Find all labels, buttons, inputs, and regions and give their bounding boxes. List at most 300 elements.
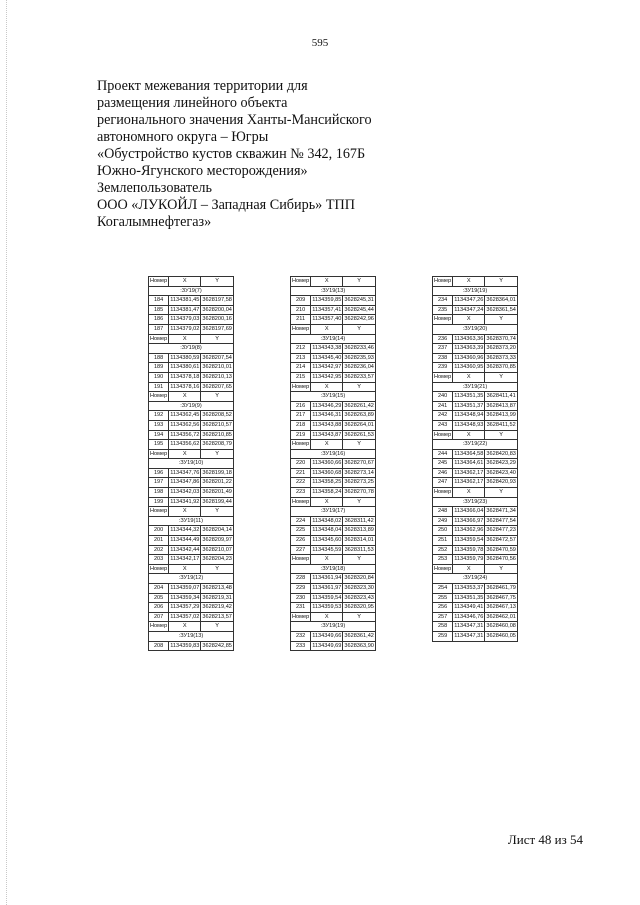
point-number-cell: 217 [291,411,311,421]
parcel-section-label: :ЗУ19(8) [149,344,234,354]
point-number-cell: 242 [433,411,453,421]
point-number-cell: 210 [291,305,311,315]
parcel-section-label: :ЗУ19(14) [291,334,376,344]
header-y-cell: Y [201,334,234,344]
parcel-section-row [433,497,518,507]
y-coordinate-cell: 3628472,57 [485,536,518,546]
table-row [433,334,518,344]
x-coordinate-cell: 1134359,83 [169,641,201,651]
header-x-cell: X [311,277,343,287]
parcel-section-row [291,622,376,632]
y-coordinate-cell: 3628213,48 [201,584,234,594]
x-coordinate-cell: 1134342,17 [169,555,201,565]
parcel-section-row [291,449,376,459]
y-coordinate-cell: 3628242,96 [343,315,376,325]
point-number-cell: 254 [433,584,453,594]
y-coordinate-cell: 3628204,23 [201,555,234,565]
table-row [433,555,518,565]
point-number-cell: 259 [433,631,453,641]
table-row [291,459,376,469]
x-coordinate-cell: 1134364,58 [453,449,485,459]
header-number-cell: Номер [291,382,311,392]
x-coordinate-cell: 1134345,40 [311,353,343,363]
parcel-section-row [149,516,234,526]
table-row [149,372,234,382]
x-coordinate-cell: 1134342,03 [169,488,201,498]
point-number-cell: 208 [149,641,169,651]
parcel-section-row [433,324,518,334]
table-row [149,497,234,507]
table-header-row [291,277,376,287]
point-number-cell: 234 [433,296,453,306]
y-coordinate-cell: 3628233,57 [343,372,376,382]
table-row [433,392,518,402]
y-coordinate-cell: 3628370,74 [485,334,518,344]
point-number-cell: 186 [149,315,169,325]
table-row [149,478,234,488]
y-coordinate-cell: 3628467,75 [485,593,518,603]
y-coordinate-cell: 3628273,25 [343,478,376,488]
x-coordinate-cell: 1134357,02 [169,612,201,622]
table-header-row [149,392,234,402]
parcel-section-label: :ЗУ19(23) [433,497,518,507]
y-coordinate-cell: 3628314,01 [343,536,376,546]
parcel-section-row [433,440,518,450]
x-coordinate-cell: 1134360,66 [311,459,343,469]
y-coordinate-cell: 3628423,40 [485,468,518,478]
y-coordinate-cell: 3628460,05 [485,631,518,641]
x-coordinate-cell: 1134378,18 [169,372,201,382]
x-coordinate-cell: 1134341,92 [169,497,201,507]
x-coordinate-cell: 1134356,62 [169,440,201,450]
y-coordinate-cell: 3628313,89 [343,526,376,536]
table-header-row [433,315,518,325]
point-number-cell: 194 [149,430,169,440]
table-row [433,507,518,517]
x-coordinate-cell: 1134364,61 [453,459,485,469]
header-x-cell: X [169,622,201,632]
x-coordinate-cell: 1134359,07 [169,584,201,594]
point-number-cell: 190 [149,372,169,382]
y-coordinate-cell: 3628323,30 [343,584,376,594]
parcel-section-label: :ЗУ19(13) [149,631,234,641]
y-coordinate-cell: 3628411,41 [485,392,518,402]
point-number-cell: 188 [149,353,169,363]
x-coordinate-cell: 1134358,24 [311,488,343,498]
y-coordinate-cell: 3628420,93 [485,478,518,488]
coordinate-table [432,276,518,642]
point-number-cell: 198 [149,488,169,498]
point-number-cell: 184 [149,296,169,306]
point-number-cell: 199 [149,497,169,507]
header-number-cell: Номер [291,440,311,450]
table-row [433,353,518,363]
table-header-row [291,382,376,392]
x-coordinate-cell: 1134379,03 [169,315,201,325]
parcel-section-label: :ЗУ19(20) [433,324,518,334]
y-coordinate-cell: 3628470,59 [485,545,518,555]
table-header-row [291,612,376,622]
point-number-cell: 209 [291,296,311,306]
point-number-cell: 204 [149,584,169,594]
point-number-cell: 196 [149,468,169,478]
header-number-cell: Номер [291,277,311,287]
header-x-cell: X [311,497,343,507]
header-y-cell: Y [485,488,518,498]
table-header-row [149,449,234,459]
x-coordinate-cell: 1134381,47 [169,305,201,315]
header-x-cell: X [311,612,343,622]
table-header-row [433,372,518,382]
x-coordinate-cell: 1134362,17 [453,478,485,488]
x-coordinate-cell: 1134347,24 [453,305,485,315]
table-row [291,593,376,603]
table-row [149,526,234,536]
header-x-cell: X [169,277,201,287]
table-row [433,411,518,421]
point-number-cell: 251 [433,536,453,546]
x-coordinate-cell: 1134380,61 [169,363,201,373]
x-coordinate-cell: 1134347,86 [169,478,201,488]
sheet-counter: Лист 48 из 54 [507,832,583,847]
y-coordinate-cell: 3628199,18 [201,468,234,478]
x-coordinate-cell: 1134351,37 [453,401,485,411]
parcel-section-label: :ЗУ19(18) [291,564,376,574]
y-coordinate-cell: 3628264,01 [343,420,376,430]
point-number-cell: 256 [433,603,453,613]
table-header-row [291,440,376,450]
header-y-cell: Y [485,372,518,382]
x-coordinate-cell: 1134346,76 [453,612,485,622]
y-coordinate-cell: 3628245,44 [343,305,376,315]
y-coordinate-cell: 3628460,08 [485,622,518,632]
point-number-cell: 185 [149,305,169,315]
table-row [291,401,376,411]
table-header-row [433,430,518,440]
header-x-cell: X [453,372,485,382]
table-header-row [291,497,376,507]
point-number-cell: 235 [433,305,453,315]
table-row [149,555,234,565]
table-row [149,440,234,450]
parcel-section-row [291,564,376,574]
y-coordinate-cell: 3628210,13 [201,372,234,382]
header-x-cell: X [169,449,201,459]
table-row [433,344,518,354]
table-header-row [291,555,376,565]
parcel-section-row [291,334,376,344]
point-number-cell: 228 [291,574,311,584]
x-coordinate-cell: 1134342,97 [311,363,343,373]
x-coordinate-cell: 1134359,79 [453,555,485,565]
point-number-cell: 233 [291,641,311,651]
y-coordinate-cell: 3628197,69 [201,324,234,334]
table-row [149,488,234,498]
y-coordinate-cell: 3628462,01 [485,612,518,622]
x-coordinate-cell: 1134348,04 [311,526,343,536]
point-number-cell: 226 [291,536,311,546]
point-number-cell: 237 [433,344,453,354]
point-number-cell: 253 [433,555,453,565]
x-coordinate-cell: 1134360,96 [453,353,485,363]
point-number-cell: 236 [433,334,453,344]
x-coordinate-cell: 1134363,36 [453,334,485,344]
y-coordinate-cell: 3628245,31 [343,296,376,306]
table-row [291,584,376,594]
table-row [433,584,518,594]
table-row [149,545,234,555]
page-edge-line [6,0,8,905]
y-coordinate-cell: 3628207,54 [201,353,234,363]
parcel-section-label: :ЗУ19(21) [433,382,518,392]
table-row [291,536,376,546]
title-line: размещения линейного объекта [97,95,288,111]
y-coordinate-cell: 3628364,01 [485,296,518,306]
table-row [433,420,518,430]
point-number-cell: 215 [291,372,311,382]
header-x-cell: X [311,324,343,334]
point-number-cell: 224 [291,516,311,526]
table-row [433,516,518,526]
y-coordinate-cell: 3628261,53 [343,430,376,440]
header-y-cell: Y [343,497,376,507]
parcel-section-row [149,631,234,641]
header-number-cell: Номер [433,564,453,574]
y-coordinate-cell: 3628261,42 [343,401,376,411]
table-row [433,363,518,373]
point-number-cell: 247 [433,478,453,488]
point-number-cell: 192 [149,411,169,421]
parcel-section-row [291,392,376,402]
x-coordinate-cell: 1134359,53 [311,603,343,613]
document-title [97,78,457,231]
header-number-cell: Номер [149,622,169,632]
point-number-cell: 238 [433,353,453,363]
header-number-cell: Номер [149,564,169,574]
coordinate-table [148,276,234,651]
table-row [149,641,234,651]
y-coordinate-cell: 3628242,85 [201,641,234,651]
title-line: «Обустройство кустов скважин № 342, 167Б [97,146,366,162]
table-row [433,622,518,632]
header-x-cell: X [453,277,485,287]
table-row [291,372,376,382]
y-coordinate-cell: 3628471,34 [485,507,518,517]
x-coordinate-cell: 1134343,87 [311,430,343,440]
y-coordinate-cell: 3628323,43 [343,593,376,603]
point-number-cell: 225 [291,526,311,536]
x-coordinate-cell: 1134361,97 [311,584,343,594]
y-coordinate-cell: 3628210,85 [201,430,234,440]
x-coordinate-cell: 1134343,88 [311,420,343,430]
point-number-cell: 193 [149,420,169,430]
table-row [149,420,234,430]
point-number-cell: 257 [433,612,453,622]
header-number-cell: Номер [291,555,311,565]
x-coordinate-cell: 1134362,96 [453,526,485,536]
coordinate-table-column-3 [432,276,518,642]
header-x-cell: X [169,507,201,517]
y-coordinate-cell: 3628209,97 [201,536,234,546]
y-coordinate-cell: 3628219,42 [201,603,234,613]
table-row [433,449,518,459]
y-coordinate-cell: 3628270,67 [343,459,376,469]
x-coordinate-cell: 1134346,29 [311,401,343,411]
x-coordinate-cell: 1134357,40 [311,315,343,325]
table-row [149,296,234,306]
x-coordinate-cell: 1134358,25 [311,478,343,488]
point-number-cell: 250 [433,526,453,536]
table-row [291,353,376,363]
header-number-cell: Номер [291,324,311,334]
y-coordinate-cell: 3628207,65 [201,382,234,392]
x-coordinate-cell: 1134362,56 [169,420,201,430]
table-header-row [433,277,518,287]
table-row [149,305,234,315]
parcel-section-label: :ЗУ19(24) [433,574,518,584]
x-coordinate-cell: 1134359,85 [311,296,343,306]
parcel-section-row [433,286,518,296]
table-row [149,584,234,594]
x-coordinate-cell: 1134362,45 [169,411,201,421]
y-coordinate-cell: 3628210,07 [201,545,234,555]
y-coordinate-cell: 3628210,01 [201,363,234,373]
x-coordinate-cell: 1134349,69 [311,641,343,651]
parcel-section-label: :ЗУ19(17) [291,507,376,517]
parcel-section-label: :ЗУ19(19) [291,622,376,632]
table-row [149,411,234,421]
parcel-section-row [149,344,234,354]
point-number-cell: 249 [433,516,453,526]
y-coordinate-cell: 3628373,33 [485,353,518,363]
point-number-cell: 248 [433,507,453,517]
parcel-section-label: :ЗУ19(12) [149,574,234,584]
header-x-cell: X [169,334,201,344]
table-row [433,459,518,469]
title-line: Проект межевания территории для [97,78,308,94]
table-row [149,315,234,325]
point-number-cell: 200 [149,526,169,536]
header-number-cell: Номер [433,315,453,325]
table-row [149,593,234,603]
point-number-cell: 244 [433,449,453,459]
table-row [149,603,234,613]
table-row [291,641,376,651]
point-number-cell: 227 [291,545,311,555]
y-coordinate-cell: 3628477,23 [485,526,518,536]
parcel-section-row [149,286,234,296]
y-coordinate-cell: 3628373,20 [485,344,518,354]
table-row [291,526,376,536]
x-coordinate-cell: 1134378,16 [169,382,201,392]
parcel-section-label: :ЗУ19(11) [149,516,234,526]
table-header-row [149,564,234,574]
table-row [149,353,234,363]
y-coordinate-cell: 3628411,52 [485,420,518,430]
x-coordinate-cell: 1134349,41 [453,603,485,613]
table-row [433,296,518,306]
point-number-cell: 232 [291,631,311,641]
point-number-cell: 205 [149,593,169,603]
table-row [433,478,518,488]
header-y-cell: Y [201,392,234,402]
y-coordinate-cell: 3628210,57 [201,420,234,430]
header-y-cell: Y [343,324,376,334]
x-coordinate-cell: 1134342,44 [169,545,201,555]
header-x-cell: X [169,392,201,402]
table-row [291,420,376,430]
header-x-cell: X [311,440,343,450]
y-coordinate-cell: 3628200,16 [201,315,234,325]
parcel-section-label: :ЗУ19(10) [149,459,234,469]
point-number-cell: 221 [291,468,311,478]
parcel-section-row [291,286,376,296]
y-coordinate-cell: 3628413,87 [485,401,518,411]
point-number-cell: 218 [291,420,311,430]
header-number-cell: Номер [149,392,169,402]
table-row [433,593,518,603]
parcel-section-label: :ЗУ19(15) [291,392,376,402]
table-row [291,545,376,555]
x-coordinate-cell: 1134356,72 [169,430,201,440]
parcel-section-row [291,507,376,517]
header-number-cell: Номер [291,497,311,507]
coordinate-table-column-2 [290,276,376,651]
table-row [291,430,376,440]
x-coordinate-cell: 1134360,68 [311,468,343,478]
table-row [291,603,376,613]
point-number-cell: 202 [149,545,169,555]
point-number-cell: 252 [433,545,453,555]
table-row [149,363,234,373]
parcel-section-row [149,574,234,584]
header-y-cell: Y [201,564,234,574]
x-coordinate-cell: 1134357,29 [169,603,201,613]
parcel-section-label: :ЗУ19(13) [291,286,376,296]
y-coordinate-cell: 3628320,95 [343,603,376,613]
table-row [149,324,234,334]
y-coordinate-cell: 3628361,42 [343,631,376,641]
y-coordinate-cell: 3628219,31 [201,593,234,603]
point-number-cell: 243 [433,420,453,430]
point-number-cell: 255 [433,593,453,603]
coordinate-table [290,276,376,651]
header-y-cell: Y [201,449,234,459]
header-y-cell: Y [343,555,376,565]
header-number-cell: Номер [149,277,169,287]
table-header-row [433,564,518,574]
x-coordinate-cell: 1134347,31 [453,622,485,632]
y-coordinate-cell: 3628423,29 [485,459,518,469]
y-coordinate-cell: 3628236,04 [343,363,376,373]
y-coordinate-cell: 3628270,78 [343,488,376,498]
x-coordinate-cell: 1134342,95 [311,372,343,382]
point-number-cell: 201 [149,536,169,546]
coordinate-table-column-1 [148,276,234,651]
x-coordinate-cell: 1134344,32 [169,526,201,536]
table-row [291,574,376,584]
table-header-row [149,507,234,517]
point-number-cell: 195 [149,440,169,450]
table-row [433,526,518,536]
point-number-cell: 219 [291,430,311,440]
point-number-cell: 207 [149,612,169,622]
point-number-cell: 223 [291,488,311,498]
y-coordinate-cell: 3628208,79 [201,440,234,450]
point-number-cell: 241 [433,401,453,411]
table-row [291,296,376,306]
header-y-cell: Y [343,382,376,392]
